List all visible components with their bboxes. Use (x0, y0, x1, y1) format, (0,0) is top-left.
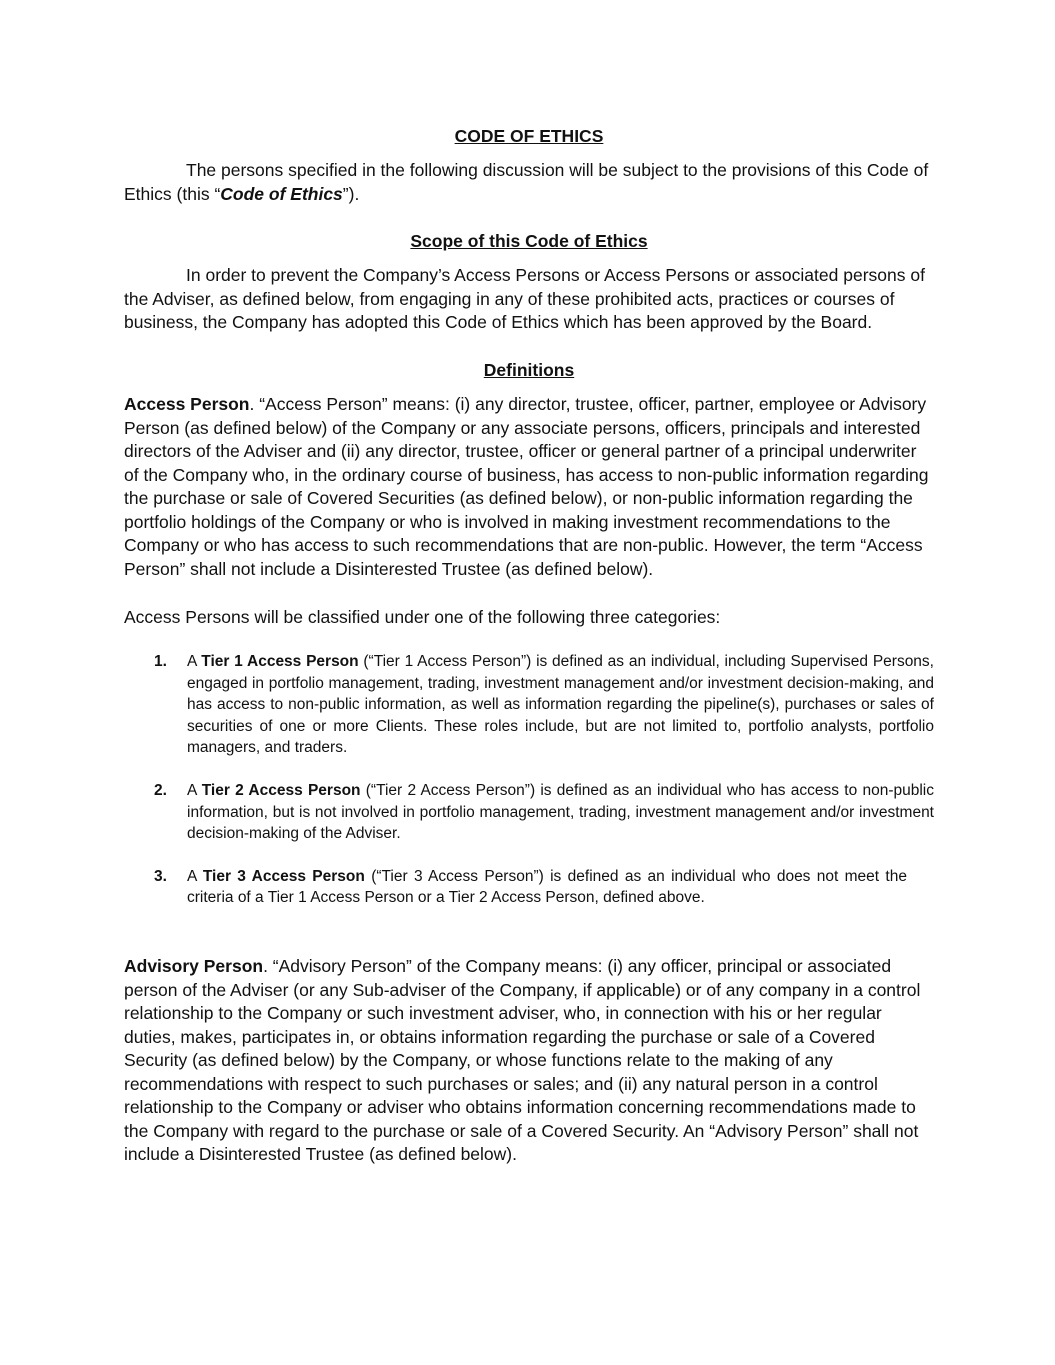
document-title: CODE OF ETHICS (454, 126, 604, 146)
access-person-term: Access Person (124, 394, 250, 414)
definitions-heading: Definitions (483, 360, 575, 380)
list-item-prefix: A (187, 781, 202, 799)
tier-2-text: (“Tier 2 Access Person”) is defined as an individual who has access to non-public information, but is not involved in portfolio management, trading, investment management and/or investment decision-making of the Adviser. (187, 781, 934, 843)
access-person-definition (124, 393, 934, 581)
scope-paragraph: In order to prevent the Company’s Access Persons or Access Persons or associated persons of the Adviser, as defined below, from engaging in any of these prohibited acts, practices or courses of business, the Company has adopted this Code of Ethics which has been approved by the Board. (124, 265, 925, 332)
list-item-number: 2. (154, 781, 167, 799)
list-item-prefix: A (187, 867, 203, 885)
tier-2-term: Tier 2 Access Person (201, 781, 361, 799)
tier-1-text: (“Tier 1 Access Person”) is defined as an individual, including Supervised Persons, engaged in portfolio management, trading, investment management and/or investment decision-making, and has access to non-public information, as well as information regarding the pipeline(s), purchases or sales of securities of one or more Clients. These roles include, but are not limited to, portfolio analysts, portfolio managers, and traders. (187, 653, 934, 757)
scope-heading: Scope of this Code of Ethics (410, 231, 648, 251)
intro-text-after: ”). (342, 183, 360, 204)
advisory-person-text: . “Advisory Person” of the Company means: (i) any officer, principal or associated person of the Adviser (or any Sub-adviser of the Company, if applicable) or of any company in a control relationship to the Company or such investment adviser, who, in connection with his or her regular duties, makes, participates in, or obtains information regarding the purchase or sale of a Covered Security (as defined below) by the Company, or whose functions relate to the making of any recommendations with respect to such purchases or sales; and (ii) any natural person in a control relationship to the Company or adviser who obtains information concerning recommendations made to the Company with regard to the purchase or sale of a Covered Security. An “Advisory Person” shall not include a Disinterested Trustee (as defined below). (124, 956, 921, 1164)
access-person-text: . “Access Person” means: (i) any director, trustee, officer, partner, employee or Advisory Person (as defined below) of the Company or any associate persons, officers, principals and interested directors of the Adviser and (ii) any director, trustee, officer or general partner of a principal underwriter of the Company who, in the ordinary course of business, has access to non-public information regarding the purchase or sale of Covered Securities (as defined below), or non-public information regarding the portfolio holdings of the Company or who is involved in making investment recommendations to the Company or who has access to such recommendations that are non-public. However, the term “Access Person” shall not include a Disinterested Trustee (as defined below). (124, 394, 929, 579)
list-item-number: 1. (154, 653, 167, 670)
list-item (154, 866, 907, 909)
list-item-number: 3. (154, 867, 167, 885)
tier-3-text: (“Tier 3 Access Person”) is defined as an individual who does not meet the criteria of a Tier 1 Access Person or a Tier 2 Access Person, defined above. (187, 867, 907, 907)
categories-intro: Access Persons will be classified under one of the following three categories: (124, 607, 721, 627)
advisory-person-term: Advisory Person (124, 956, 264, 976)
intro-defined-term: Code of Ethics (220, 183, 343, 204)
list-item (154, 780, 934, 845)
advisory-person-definition (124, 955, 934, 1167)
tier-3-term: Tier 3 Access Person (202, 867, 365, 885)
list-item-prefix: A (187, 653, 202, 670)
tier-1-term: Tier 1 Access Person (201, 653, 359, 670)
list-item (154, 651, 934, 759)
intro-paragraph (124, 159, 934, 206)
tier-list (154, 651, 934, 909)
intro-text-before: The persons specified in the following discussion will be subject to the provisions of this Code of Ethics (this “ (124, 160, 929, 204)
